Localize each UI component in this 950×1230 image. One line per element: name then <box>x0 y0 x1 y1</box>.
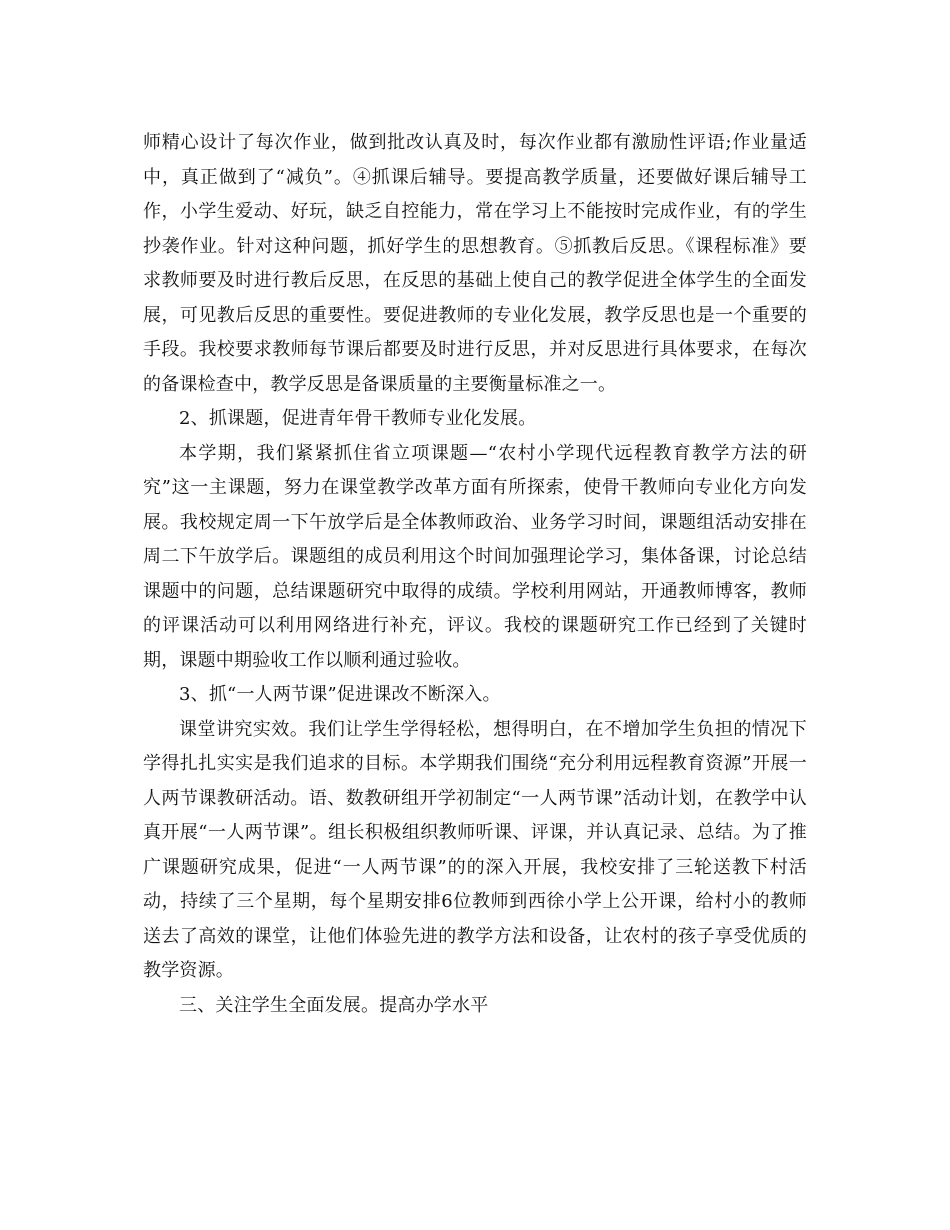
paragraph-one-person-two-lessons: 课堂讲究实效。我们让学生学得轻松，想得明白，在不增加学生负担的情况下学得扎扎实实是我们追求的目标。本学期我们围绕“充分利用远程教育资源”开展一人两节课教研活动。语、数教研组开学初制定“一人两节课”活动计划，在教学中认真开展“一人两节课”。组长积极组织教师听课、评课，并认真记录、总结。为了推广课题研究成果，促进“一人两节课”的的深入开展，我校安排了三轮送教下村活动，持续了三个星期，每个星期安排6位教师到西徐小学上公开课，给村小的教师送去了高效的课堂，让他们体验先进的教学方法和设备，让农村的孩子享受优质的教学资源。 <box>143 718 807 981</box>
document-body <box>143 126 807 1023</box>
section-heading-student-development: 三、关注学生全面发展。提高办学水平 <box>179 994 489 1016</box>
paragraph-research-topic: 本学期，我们紧紧抓住省立项课题—“农村小学现代远程教育教学方法的研究”这一主课题，努力在课堂教学改革方面有所探索，使骨干教师向专业化方向发展。我校规定周一下午放学后是全体教师政治、业务学习时间，课题组活动安排在周二下午放学后。课题组的成员利用这个时间加强理论学习，集体备课，讨论总结课题中的问题，总结课题研究中取得的成绩。学校利用网站，开通教师博客，教师的评课活动可以利用网络进行补充，评议。我校的课题研究工作已经到了关键时期，课题中期验收工作以顺利通过验收。 <box>143 442 807 671</box>
heading-research-topic: 2、抓课题，促进青年骨干教师专业化发展。 <box>179 408 537 429</box>
paragraph-homework-and-reflection: 师精心设计了每次作业，做到批改认真及时，每次作业都有激励性评语;作业量适中，真正做到了“减负”。④抓课后辅导。要提高教学质量，还要做好课后辅导工作，小学生爱动、好玩，缺乏自控能力，常在学习上不能按时完成作业，有的学生抄袭作业。针对这种问题，抓好学生的思想教育。⑤抓教后反思。《课程标准》要求教师要及时进行教后反思，在反思的基础上使自己的教学促进全体学生的全面发展，可见教后反思的重要性。要促进教师的专业化发展，教学反思也是一个重要的手段。我校要求教师每节课后都要及时进行反思，并对反思进行具体要求，在每次的备课检查中，教学反思是备课质量的主要衡量标准之一。 <box>143 132 807 395</box>
heading-one-person-two-lessons: 3、抓“一人两节课”促进课改不断深入。 <box>179 684 501 705</box>
